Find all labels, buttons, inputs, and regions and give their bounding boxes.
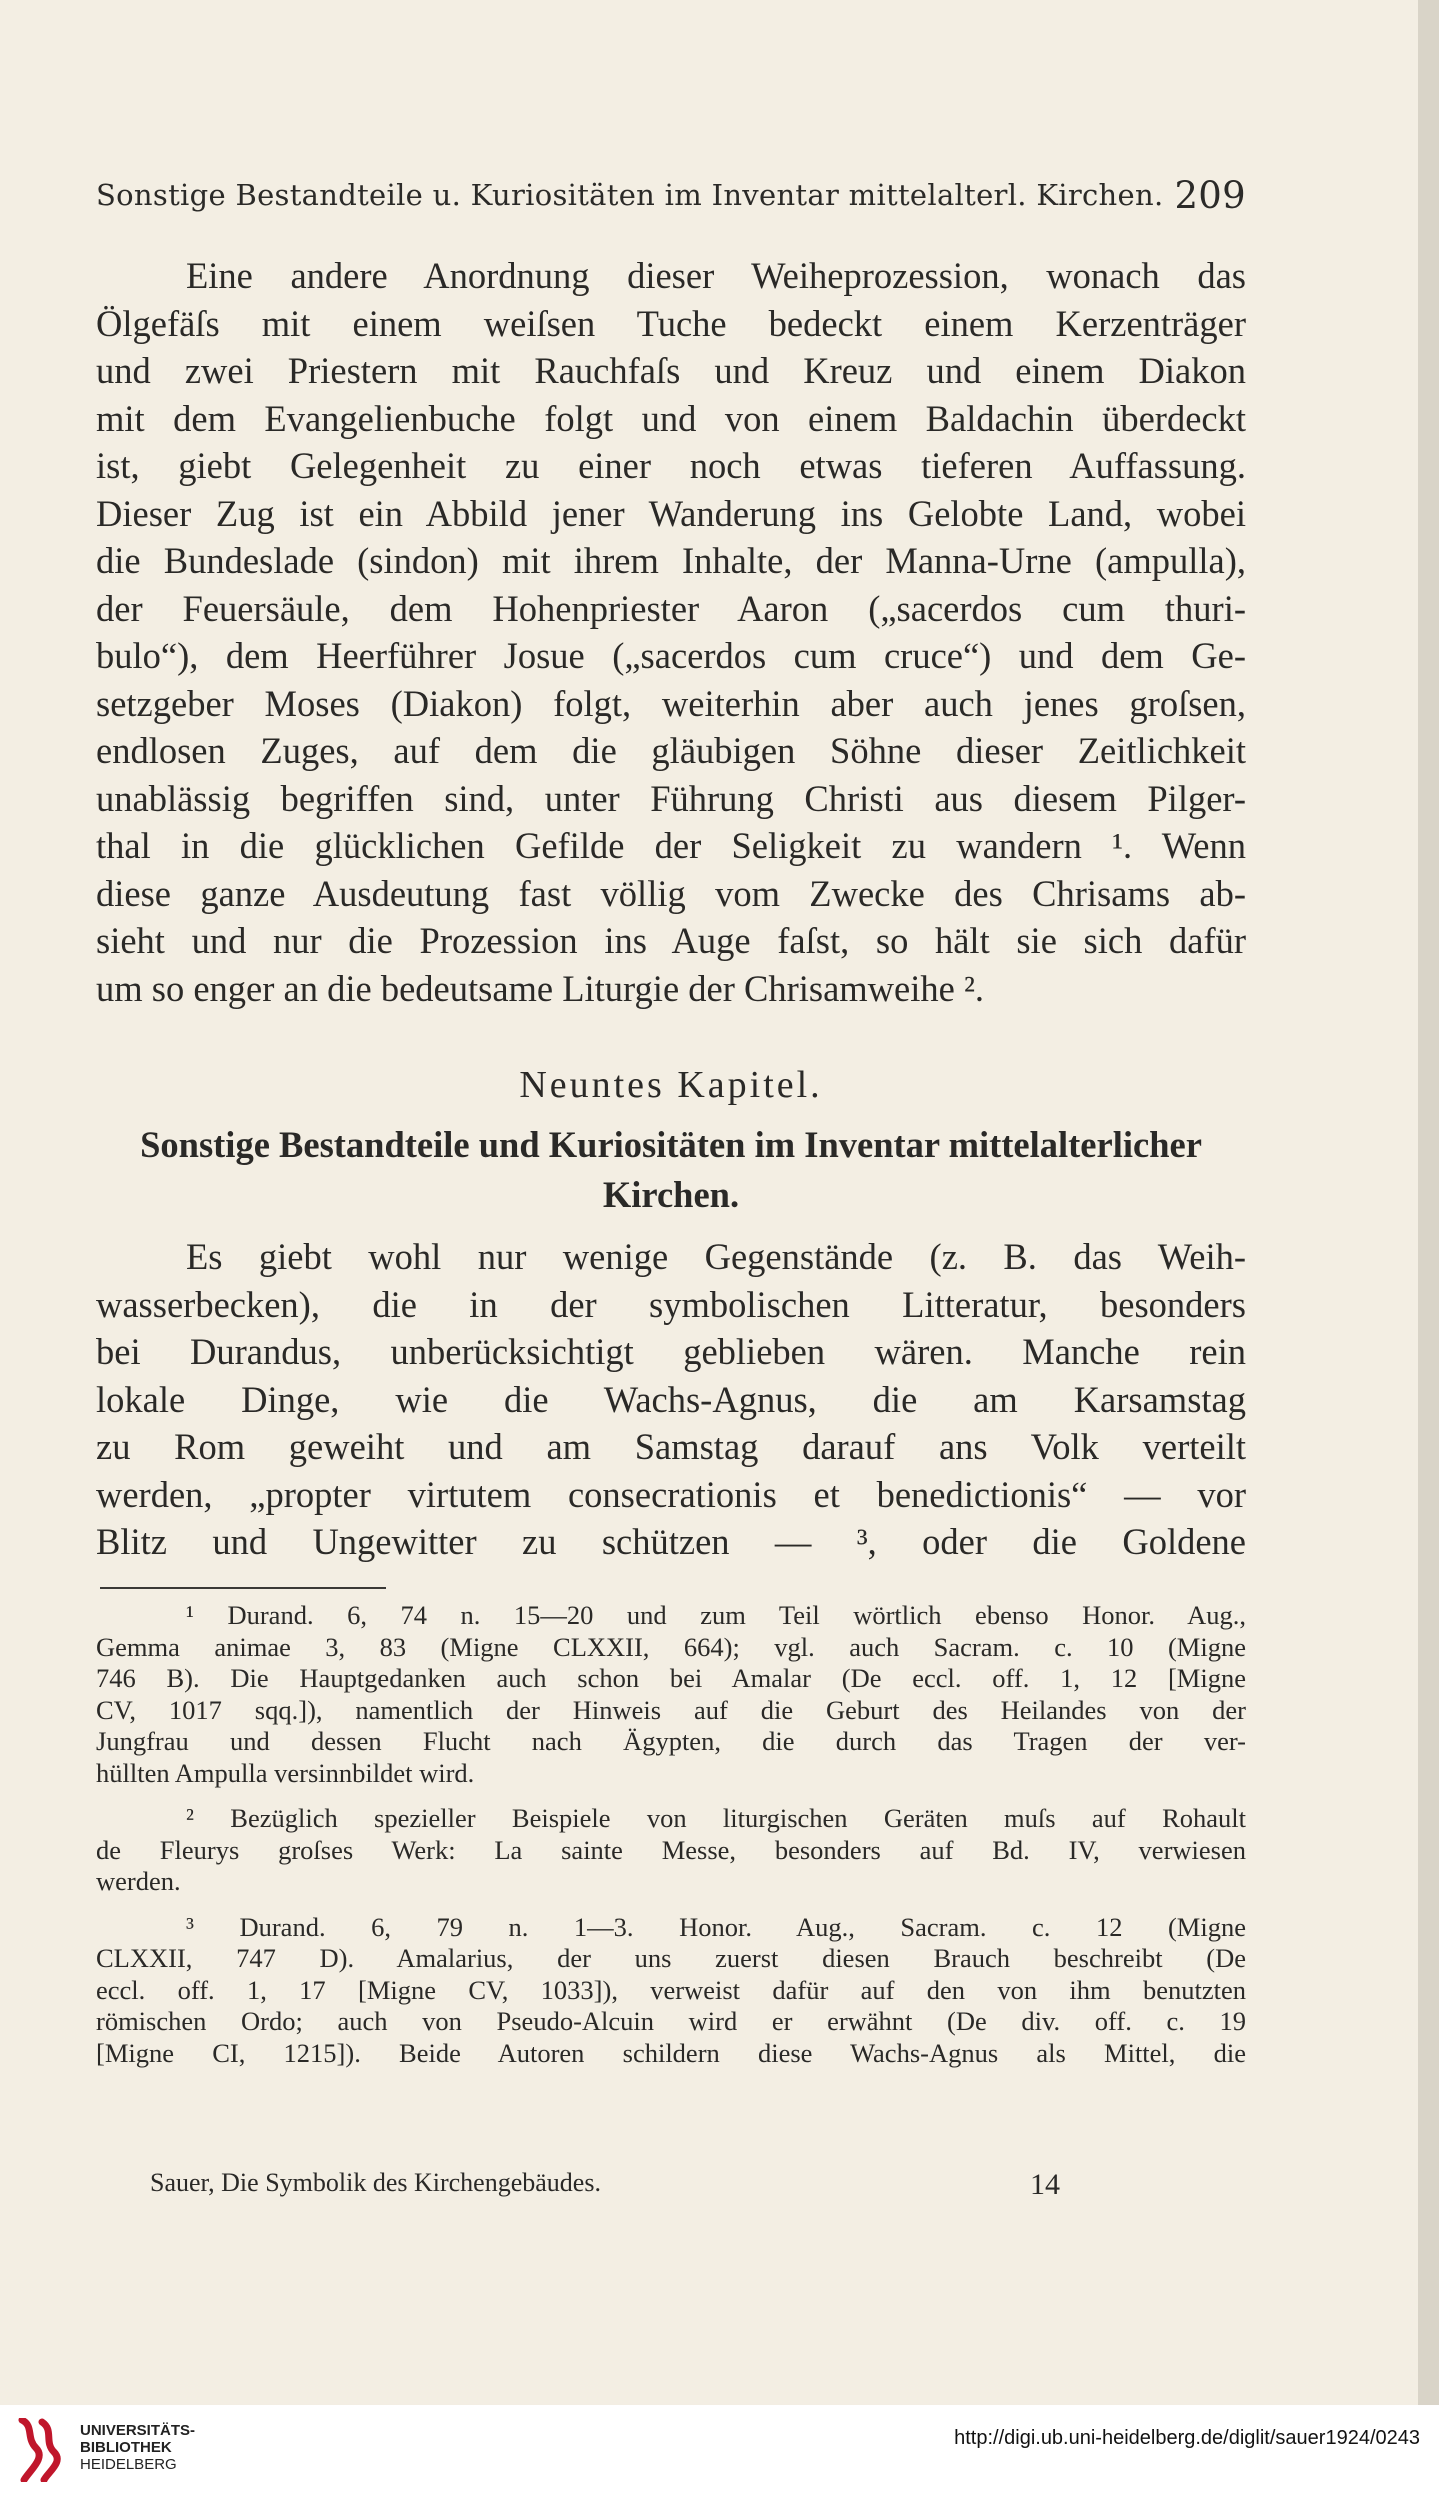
text-line: Eine andere Anordnung dieser Weiheprozession, wonach das	[186, 255, 1246, 296]
page-number: 209	[1174, 174, 1246, 217]
footnote-3	[96, 1912, 1246, 2070]
text-line: lokale Dinge, wie die Wachs-Agnus, die am Karsamstag	[96, 1378, 1246, 1420]
footnote-line: ¹ Durand. 6, 74 n. 15—20 und zum Teil wörtlich ebenso Honor. Aug.,	[186, 1600, 1246, 1630]
footnote-2	[96, 1803, 1246, 1898]
text-line: zu Rom geweiht und am Samstag darauf ans Volk verteilt	[96, 1426, 1246, 1467]
library-logo-icon	[14, 2418, 70, 2482]
footnote-line: ² Bezüglich spezieller Beispiele von liturgischen Geräten muſs auf Rohault	[186, 1803, 1246, 1833]
text-line: Blitz und Ungewitter zu schützen — ³, oder die Goldene	[96, 1521, 1246, 1562]
chapter-title-line: Kirchen.	[602, 1174, 740, 1215]
text-line: der Feuersäule, dem Hohenpriester Aaron („sacerdos cum thuri-	[96, 587, 1246, 629]
footnote-line: werden.	[96, 1866, 181, 1896]
text-line: mit dem Evangelienbuche folgt und von einem Baldachin überdeckt	[96, 397, 1246, 439]
footnote-line: de Fleurys groſses Werk: La sainte Messe, besonders auf Bd. IV, verwiesen	[96, 1834, 1246, 1865]
text-line: die Bundeslade (sindon) mit ihrem Inhalte, der Manna-Urne (ampulla),	[96, 540, 1246, 581]
library-name-line: HEIDELBERG	[80, 2456, 177, 2473]
footnote-line: eccl. off. 1, 17 [Migne CV, 1033]), verweist dafür auf den von ihm benutzten	[96, 1974, 1246, 2005]
footnote-line: Jungfrau und dessen Flucht nach Ägypten, die durch das Tragen der ver-	[96, 1726, 1246, 1756]
text-line: unablässig begriffen sind, unter Führung Christi aus diesem Pilger-	[96, 777, 1246, 819]
page-edge	[1418, 0, 1439, 2495]
footnote-line: CV, 1017 sqq.]), namentlich der Hinweis auf die Geburt des Heilandes von der	[96, 1694, 1246, 1725]
text-line: bulo“), dem Heerführer Josue („sacerdos cum cruce“) und dem Ge-	[96, 635, 1246, 676]
paragraph-1	[96, 252, 1246, 1012]
paragraph-2	[96, 1233, 1246, 1566]
library-name	[80, 2422, 195, 2473]
text-line: ist, giebt Gelegenheit zu einer noch etwas tieferen Auffassung.	[96, 445, 1246, 486]
footnote-line: römischen Ordo; auch von Pseudo-Alcuin wird er erwähnt (De div. off. c. 19	[96, 2006, 1246, 2036]
book-title: Sauer, Die Symbolik des Kirchengebäudes.	[150, 2168, 601, 2197]
page-footer	[150, 2168, 1080, 2201]
chapter-number: Neuntes Kapitel.	[519, 1064, 823, 1106]
text-line: setzgeber Moses (Diakon) folgt, weiterhin aber auch jenes groſsen,	[96, 682, 1246, 724]
text-line: werden, „propter virtutem consecrationis et benedictionis“ — vor	[96, 1473, 1246, 1515]
running-head	[96, 174, 1246, 217]
text-line: Dieser Zug ist ein Abbild jener Wanderung ins Gelobte Land, wobei	[96, 492, 1246, 534]
text-line: thal in die glücklichen Gefilde der Seligkeit zu wandern ¹. Wenn	[96, 825, 1246, 866]
footnote-line: Gemma animae 3, 83 (Migne CLXXII, 664); vgl. auch Sacram. c. 10 (Migne	[96, 1631, 1246, 1662]
library-bar	[0, 2405, 1439, 2495]
footnote-line: 746 B). Die Hauptgedanken auch schon bei Amalar (De eccl. off. 1, 12 [Migne	[96, 1663, 1246, 1693]
text-line: Es giebt wohl nur wenige Gegenstände (z. B. das Weih-	[186, 1236, 1246, 1277]
signature-mark: 14	[1030, 2168, 1060, 2201]
footnotes	[96, 1600, 1246, 2069]
text-line: endlosen Zuges, auf dem die gläubigen Söhne dieser Zeitlichkeit	[96, 730, 1246, 771]
footnote-line: [Migne CI, 1215]). Beide Autoren schildern diese Wachs-Agnus als Mittel, die	[96, 2037, 1246, 2068]
library-name-line: UNIVERSITÄTS-	[80, 2422, 196, 2439]
text-line: wasserbecken), die in der symbolischen Litteratur, besonders	[96, 1283, 1246, 1325]
running-head-title: Sonstige Bestandteile u. Kuriositäten im Inventar mittelalterl. Kirchen.	[96, 178, 1164, 212]
text-line: diese ganze Ausdeutung fast völlig vom Zwecke des Chrisams ab-	[96, 872, 1246, 914]
chapter-title-line: Sonstige Bestandteile und Kuriositäten im Inventar mittelalterlicher	[140, 1124, 1202, 1165]
footnote-rule	[100, 1587, 386, 1589]
text-line: um so enger an die bedeutsame Liturgie der Chrisamweihe ².	[96, 967, 985, 1009]
text-line: und zwei Priestern mit Rauchfaſs und Kreuz und einem Diakon	[96, 350, 1246, 391]
chapter-title	[96, 1120, 1246, 1220]
footnote-line: CLXXII, 747 D). Amalarius, der uns zuerst diesen Brauch beschreibt (De	[96, 1943, 1246, 1973]
text-line: Ölgefäſs mit einem weiſsen Tuche bedeckt einem Kerzenträger	[96, 302, 1246, 344]
library-name-line: BIBLIOTHEK	[80, 2439, 172, 2456]
footnote-line: ³ Durand. 6, 79 n. 1—3. Honor. Aug., Sacram. c. 12 (Migne	[186, 1911, 1246, 1942]
text-line: sieht und nur die Prozession ins Auge faſst, so hält sie sich dafür	[96, 920, 1246, 961]
source-url-link[interactable]: http://digi.ub.uni-heidelberg.de/diglit/sauer1924/0243	[954, 2427, 1420, 2449]
footnote-line: hüllten Ampulla versinnbildet wird.	[96, 1757, 475, 1788]
footnote-1	[96, 1600, 1246, 1789]
text-line: bei Durandus, unberücksichtigt geblieben wären. Manche rein	[96, 1331, 1246, 1372]
